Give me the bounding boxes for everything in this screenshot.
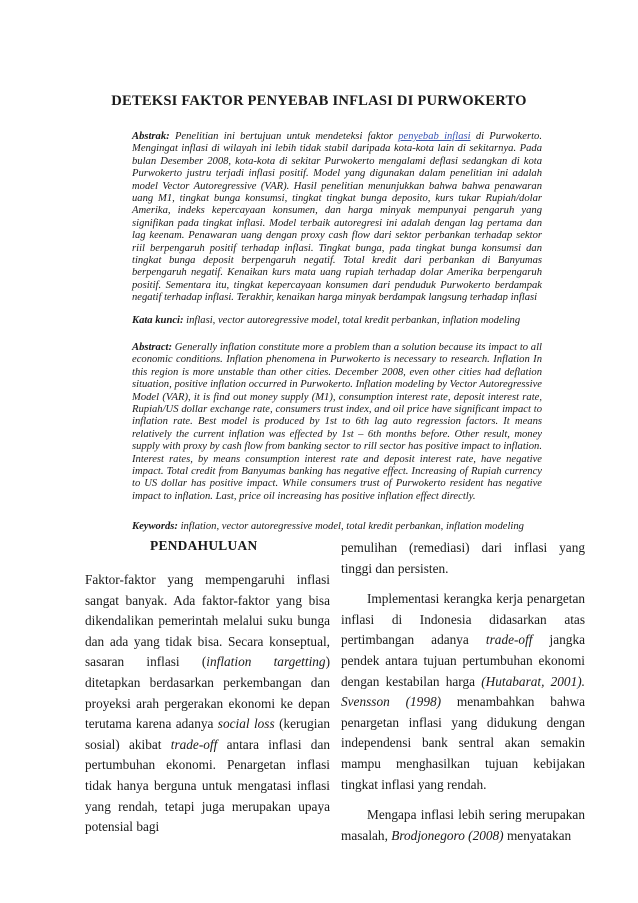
right-paragraph-0: pemulihan (remediasi) dari inflasi yang tinggi dan persisten. — [341, 540, 585, 576]
left-p1-italic-3: trade-off — [170, 736, 218, 752]
right-p2-text-b: menyatakan — [506, 827, 572, 843]
abstrak-label: Abstrak: — [132, 131, 170, 142]
left-p1-text-c: (kerugian sosial) akibat — [85, 716, 331, 752]
keywords-line — [132, 521, 552, 533]
right-p2-text-a: Mengapa inflasi lebih sering merupakan masalah, — [341, 807, 585, 843]
abstrak-paragraph — [132, 131, 542, 305]
penyebab-inflasi-link[interactable]: penyebab inflasi — [398, 131, 471, 142]
left-column — [85, 570, 330, 838]
right-p1-italic-1: trade-off — [485, 632, 533, 648]
right-p1-text-a: Implementasi kerangka kerja penargetan inflasi di Indonesia didasarkan atas pertimbangan adanya — [341, 591, 585, 648]
left-p1-italic-1: inflation targetting — [206, 654, 326, 670]
left-paragraph-1 — [85, 570, 330, 838]
right-p2-italic-1: Brodjonegoro (2008) — [391, 827, 504, 843]
right-p1-text-c: menambahkan bahwa penargetan inflasi yang didukung dengan independensi bank sentral akan semakin mampu menghasilkan tujuan kebijakan tingkat inflasi yang rendah. — [341, 694, 585, 792]
right-paragraph-1 — [341, 589, 585, 795]
right-p1-italic-2: (Hutabarat, 2001). Svensson (1998) — [341, 673, 585, 710]
keywords-label: Keywords: — [132, 521, 178, 532]
left-p1-italic-2: social loss — [217, 716, 275, 732]
kata-kunci-line — [132, 315, 552, 327]
abstract-en-text: Generally inflation constitute more a problem than a solution because its impact to all economic conditions. Inflation phenomena in Purwokerto is necessary to research. Inflation In this region is more unstable than other cities. December 2008, even other cities had deflation situation, positive inflation occurred in Purwokerto. Inflation modeling by Vector Autoregressive Model (VAR), it is find out money supply (M1), consumption interest rate, deposit interest rate, Rupiah/US dollar exchange rate, consumers trust index, and oil price have significant impact to inflation rate. Best model is produced by 1st to 6th lag auto regression factors. It means relatively the current inflation was effected by 1st – 6th months before. Other result, money supply with proxy by cash flow from banking sector to rill sector has positive impact to inflation. Interest rates, by means consumption interest rate and deposit interest rate, have negative impact. Total credit from Banyumas banking has negative effect. Increasing of Rupiah currency to US dollar has positive impact. While consumers trust of Purwokerto resident has negative impact to inflation. Last, price oil increasing has positive inflation effect directly. — [132, 342, 542, 502]
right-column — [341, 538, 585, 846]
page-title: DETEKSI FAKTOR PENYEBAB INFLASI DI PURWOKERTO — [111, 93, 527, 109]
abstrak-text-pre: Penelitian ini bertujuan untuk mendeteksi faktor — [174, 131, 393, 142]
abstract-en-paragraph — [132, 342, 542, 503]
keywords-text: inflation, vector autoregressive model, total kredit perbankan, inflation modeling — [180, 521, 524, 532]
left-p1-text-b: ) ditetapkan berdasarkan perkembangan dan proyeksi arah pergerakan ekonomi ke depan terutama karena adanya — [85, 654, 330, 732]
right-paragraph-2 — [341, 805, 585, 846]
right-p1-text-b: jangka pendek antara tujuan pertumbuhan ekonomi dengan kestabilan harga — [341, 632, 585, 689]
kata-kunci-label: Kata kunci: — [132, 315, 184, 326]
section-heading-pendahuluan: PENDAHULUAN — [150, 538, 258, 553]
abstract-en-label: Abstract: — [132, 342, 173, 353]
kata-kunci-text: inflasi, vector autoregressive model, total kredit perbankan, inflation modeling — [186, 315, 521, 326]
abstrak-text-post: di Purwokerto. Mengingat inflasi di wilayah ini lebih tidak stabil daripada kota-kota lain di sekitarnya. Pada bulan Desember 2008, kota-kota di sekitar Purwokerto mengalami deflasi sedangkan di kota Purwokerto justru terjadi inflasi positif. Model yang digunakan dalam penelitian ini adalah model Vector Autoregressive (VAR). Hasil penelitian menunjukkan bahwa bahwa penawaran uang M1, tingkat bunga konsumsi, tingkat tingkat bunga deposito, kurs tukar Rupiah/dolar Amerika, indeks kepercayaan konsumen, dan harga minyak mempunyai pengaruh yang signifikan pada tingkat inflasi. Model terbaik autoregresi ini adalah dengan lag pertama dan lag keenam. Penawaran uang dengan proxy cash flow dari sektor perbankan terhadap sektor riil berpengaruh positif terhadap inflasi. Tingkat bunga, pada tingkat bunga konsumsi dan tingkat bunga deposit berpengaruh negatif. Total kredit dari perbankan di Banyumas berpengaruh negatif. Kenaikan kurs mata uang rupiah terhadap dolar Amerika berpengaruh positif. Sementara itu, tingkat kepercayaan konsumen dari penduduk Purwokerto berdampak negatif terhadap inflasi. Terakhir, kenaikan harga minyak berdampak langsung terhadap inflasi — [132, 131, 542, 304]
left-p1-text-a: Faktor-faktor yang mempengaruhi inflasi sangat banyak. Ada faktor-faktor yang bisa dikendalikan pemerintah melalui suku bunga dan ada yang tidak bisa. Secara konseptual, sasaran inflasi ( — [85, 572, 330, 670]
left-p1-text-d: antara inflasi dan pertumbuhan ekonomi. Penargetan inflasi tidak hanya berguna untuk mengatasi inflasi yang rendah, tetapi juga merupakan upaya potensial bagi — [85, 736, 331, 835]
